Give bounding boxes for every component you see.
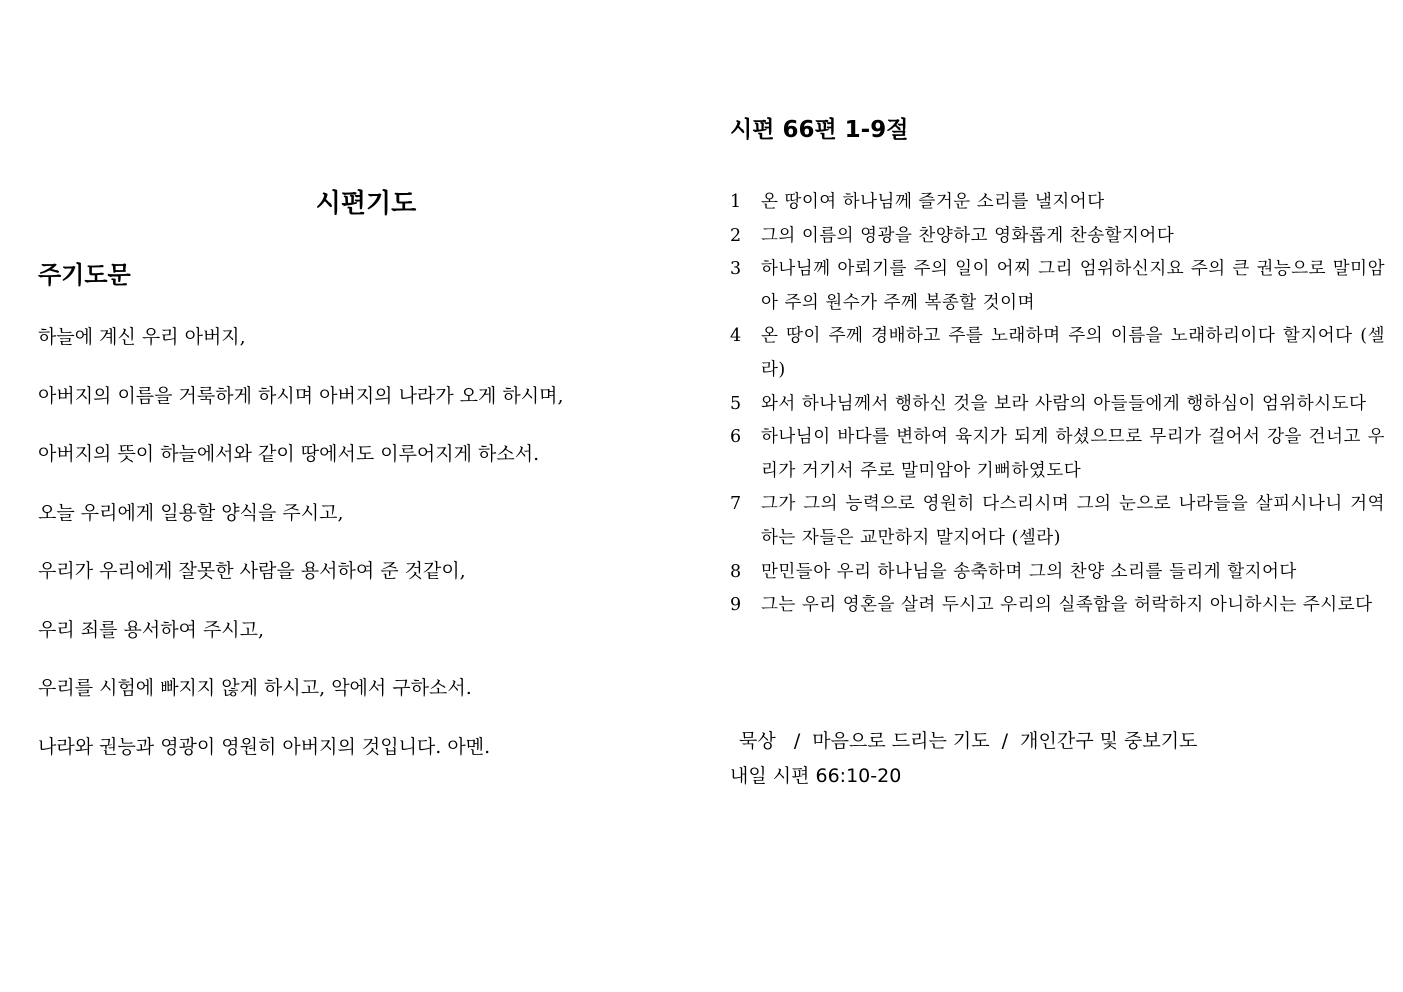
verse-text: 만민들아 우리 하나님을 송축하며 그의 찬양 소리를 들리게 할지어다 (761, 561, 1297, 582)
verse-number: 9 (730, 595, 742, 616)
verse-text: 하나님이 바다를 변하여 육지가 되게 하셨으므로 무리가 걸어서 강을 건너고 우리가 거기서 주로 말미암아 기뻐하였도다 (761, 427, 1385, 481)
verse-number: 2 (730, 225, 742, 246)
verse-number: 8 (730, 561, 742, 582)
prayer-lines (38, 320, 564, 788)
psalm-section (730, 0, 1385, 992)
verse-item (730, 589, 1385, 623)
verse-list (730, 186, 1385, 623)
verse-item (730, 320, 1385, 387)
verse-item (730, 556, 1385, 590)
verse-text: 그는 우리 영혼을 살려 두시고 우리의 실족함을 허락하지 아니하시는 주시로다 (761, 595, 1373, 616)
prayer-line: 우리를 시험에 빠지지 않게 하시고, 악에서 구하소서. (38, 677, 472, 699)
verse-number: 7 (730, 494, 742, 515)
verse-item (730, 488, 1385, 555)
verse-item (730, 186, 1385, 220)
meditation-guide: 묵상 / 마음으로 드리는 기도 / 개인간구 및 중보기도 (739, 730, 1198, 752)
lords-prayer-section (38, 0, 698, 992)
prayer-line: 아버지의 이름을 거룩하게 하시며 아버지의 나라가 오게 하시며, (38, 384, 564, 407)
verse-text: 온 땅이 주께 경배하고 주를 노래하며 주의 이름을 노래하리이다 할지어다 (셀라) (761, 326, 1385, 380)
prayer-line: 우리 죄를 용서하여 주시고, (38, 618, 265, 641)
psalm-reference-heading: 시편 66편 1-9절 (730, 117, 909, 143)
page-title: 시편기도 (315, 189, 417, 219)
verse-text: 그의 이름의 영광을 찬양하고 영화롭게 찬송할지어다 (761, 225, 1175, 246)
verse-number: 3 (730, 259, 742, 280)
verse-number: 5 (730, 393, 742, 414)
verse-text: 와서 하나님께서 행하신 것을 보라 사람의 아들들에게 행하심이 엄위하시도다 (761, 393, 1367, 414)
section-heading-lords-prayer: 주기도문 (38, 261, 131, 289)
verse-number: 4 (730, 326, 742, 347)
prayer-line: 오늘 우리에게 일용할 양식을 주시고, (38, 501, 344, 524)
verse-item (730, 220, 1385, 254)
verse-number: 1 (730, 192, 742, 212)
prayer-line: 하늘에 계신 우리 아버지, (38, 326, 246, 348)
verse-item (730, 253, 1385, 320)
verse-item (730, 421, 1385, 488)
verse-text: 그가 그의 능력으로 영원히 다스리시며 그의 눈으로 나라들을 살피시나니 거역하는 자들은 교만하지 말지어다 (셀라) (761, 494, 1385, 548)
next-reading: 내일 시편 66:10-20 (730, 765, 902, 787)
prayer-line: 나라와 권능과 영광이 영원히 아버지의 것입니다. 아멘. (38, 735, 491, 758)
prayer-line: 아버지의 뜻이 하늘에서와 같이 땅에서도 이루어지게 하소서. (38, 443, 540, 465)
verse-text: 하나님께 아뢰기를 주의 일이 어찌 그리 엄위하신지요 주의 큰 권능으로 말미암아 주의 원수가 주께 복종할 것이며 (761, 259, 1385, 313)
verse-item (730, 388, 1385, 422)
verse-number: 6 (730, 427, 742, 448)
verse-text: 온 땅이여 하나님께 즐거운 소리를 낼지어다 (761, 192, 1105, 212)
prayer-line: 우리가 우리에게 잘못한 사람을 용서하여 준 것같이, (38, 560, 466, 582)
